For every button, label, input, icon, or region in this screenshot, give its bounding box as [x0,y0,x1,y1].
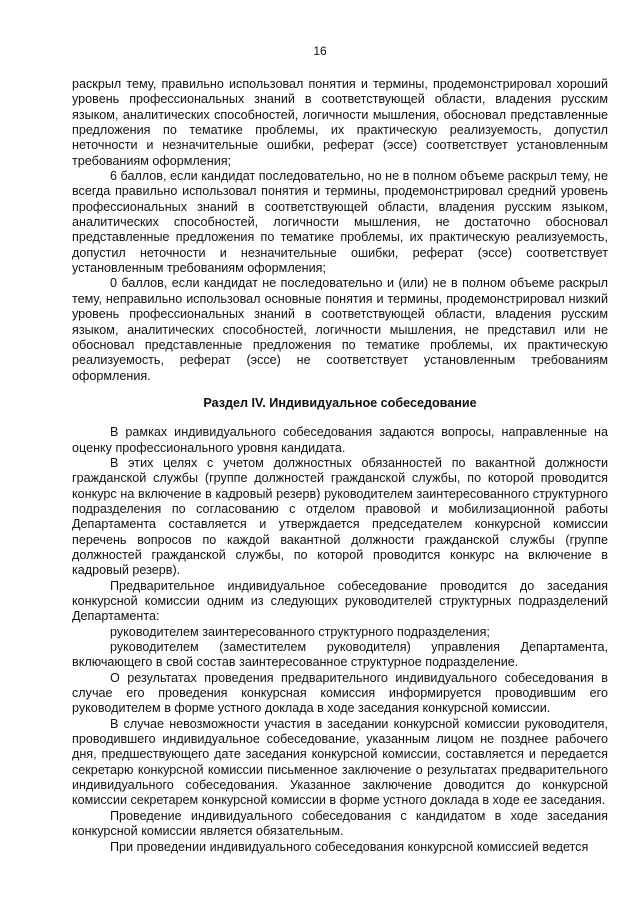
section-heading: Раздел IV. Индивидуальное собеседование [203,395,477,410]
paragraph-preliminary-interview: Предварительное индивидуальное собеседование проводится до заседания конкурсной комиссии одним из следующих руководителей структурных подразделений Департамента: [72,578,608,624]
paragraph-0-points: 0 баллов, если кандидат не последовательно и (или) не в полном объеме раскрыл тему, неправильно использовал основные понятия и термины, продемонстрировал низкий уровень профессиональных знаний в соответствующей области, владения русским языком, аналитических способностей, логичности мышления, не представил или не обосновал представленные предложения по тематике проблемы, их практическую реализуемость, реферат (эссе) не соответствует установленным требованиям оформления. [72,276,608,383]
paragraph-continuation: раскрыл тему, правильно использовал понятия и термины, продемонстрировал хороший уровень профессиональных знаний в соответствующей области, владения русским языком, аналитических способностей, логичности мышления, обосновал представленные предложения по тематике проблемы, их практическую реализуемость, допустил неточности и незначительные ошибки, реферат (эссе) соответствует установленным требованиям оформления; [72,77,608,168]
paragraph-questions-list: В этих целях с учетом должностных обязанностей по вакантной должности гражданской службы (группе должностей гражданской службы, по которой проводится конкурс на включение в кадровый резерв) руководителем заинтересованного структурного подразделения по согласованию с отделом правовой и мобилизационной работы Департамента составляется и утверждается председателем конкурсной комиссии перечень вопросов по каждой вакантной должности гражданской службы (группе должностей гражданской службы, по которой проводится конкурс на включение в кадровый резерв). [72,455,608,578]
document-body [72,77,608,855]
paragraph-results-report: О результатах проведения предварительного индивидуального собеседования в случае его проведения конкурсная комиссия информируется проводившим его руководителем в форме устного доклада в ходе заседания конкурсной комиссии. [72,670,608,716]
list-item-head-of-division: руководителем заинтересованного структурного подразделения; [110,624,490,639]
paragraph-interview-intro: В рамках индивидуального собеседования задаются вопросы, направленные на оценку профессионального уровня кандидата. [72,425,608,455]
paragraph-conduct-interview: При проведении индивидуального собеседования конкурсной комиссией ведется [110,839,589,854]
list-item-head-of-department: руководителем (заместителем руководителя) управления Департамента, включающего в свой состав заинтересованное структурное подразделение. [72,640,608,670]
page-number: 16 [313,44,327,58]
paragraph-6-points: 6 баллов, если кандидат последовательно, но не в полном объеме раскрыл тему, не всегда правильно использовал понятия и термины, продемонстрировал средний уровень профессиональных знаний в соответствующей области, владения русским языком, аналитических способностей, логичности мышления, не достаточно обосновал представленные предложения по тематике проблемы, их практическую реализуемость, допустил неточности и незначительные ошибки, реферат (эссе) соответствует установленным требованиям оформления; [72,169,608,276]
paragraph-mandatory-interview: Проведение индивидуального собеседования с кандидатом в ходе заседания конкурсной комиссии является обязательным. [72,808,608,839]
paragraph-written-conclusion: В случае невозможности участия в заседании конкурсной комиссии руководителя, проводившего индивидуальное собеседование, указанным лицом не позднее рабочего дня, предшествующего дате заседания конкурсной комиссии, составляется и передается секретарю конкурсной комиссии письменное заключение о результатах предварительного индивидуального собеседования. Указанное заключение доводится до конкурсной комиссии секретарем конкурсной комиссии в форме устного доклада в ходе ее заседания. [72,716,608,808]
